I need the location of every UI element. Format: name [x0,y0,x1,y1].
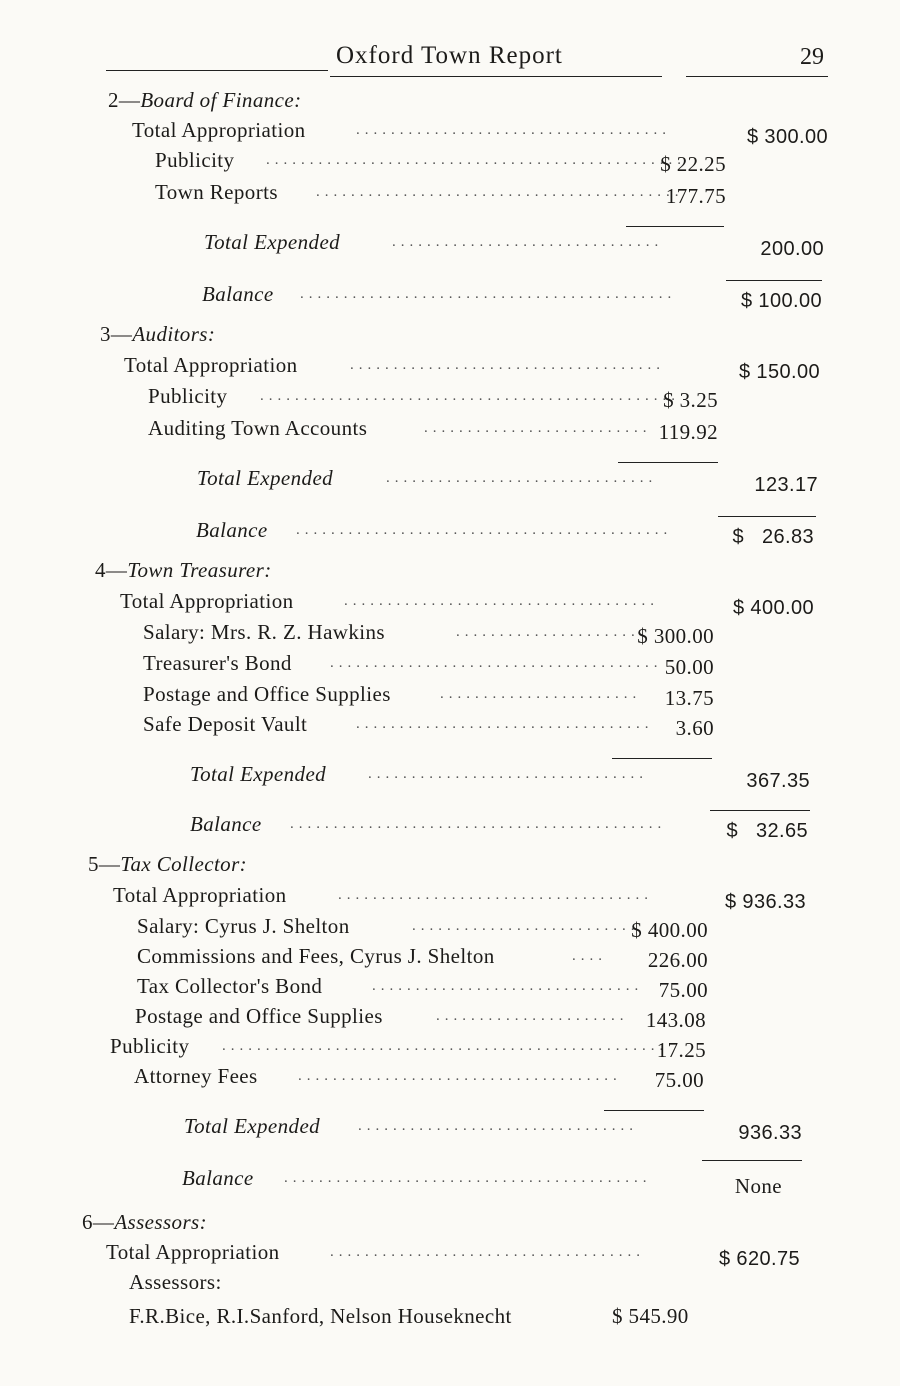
item-amount: $ 22.25 [660,152,726,176]
total-rule [726,280,822,281]
leader-dots: ...................... [436,1008,629,1024]
page-title: Oxford Town Report [336,42,563,69]
balance-row [0,812,900,842]
section-number: 4— [95,558,128,582]
section-heading [0,1210,900,1240]
section-title: Auditors: [132,322,216,346]
assessors-names: F.R.Bice, R.I.Sanford, Nelson Houseknecht [129,1304,512,1328]
balance-label: Balance [190,812,262,836]
subtotal-rule [612,758,712,759]
total-rule [718,516,816,517]
assessors-amount: $ 545.90 [612,1304,689,1328]
header-rule-left [106,70,328,71]
total-expended-label: Total Expended [184,1114,321,1138]
item-label: Publicity [110,1034,190,1058]
line-item [0,180,900,210]
total-rule [702,1160,802,1161]
leader-dots: ............................... [372,978,644,994]
appropriation-amount: $ 300.00 [746,126,828,148]
item-amount: 3.60 [675,716,714,740]
item-amount: 17.25 [656,1038,706,1062]
item-label: Salary: Mrs. R. Z. Hawkins [143,620,385,644]
item-amount: $ 3.25 [663,388,718,412]
leader-dots: ................................ [368,766,648,782]
appropriation-row [0,589,900,619]
appropriation-row [0,883,900,913]
item-amount: $ 400.00 [631,918,708,942]
line-item [0,148,900,178]
page-number: 29 [800,44,824,70]
line-item [0,1034,900,1064]
item-amount: 50.00 [664,655,714,679]
total-expended-row [0,466,900,496]
subtotal-rule [626,226,724,227]
item-amount: 13.75 [664,686,714,710]
line-item [0,944,900,974]
leader-dots: ...................................... [330,655,663,671]
leader-dots: ..................................... [298,1068,622,1084]
appropriation-label: Total Appropriation [113,883,287,907]
leader-dots: ................................................ [260,388,680,404]
section-number: 6— [82,1210,115,1234]
item-label: Treasurer's Bond [143,651,292,675]
line-item [0,1064,900,1094]
line-item [0,682,900,712]
balance-amount: $ 100.00 [740,290,822,312]
leader-dots: .................................. [356,716,654,732]
appropriation-row [0,118,900,148]
leader-dots: .......................... [424,420,652,436]
item-amount: 177.75 [665,184,726,208]
appropriation-label: Total Appropriation [124,353,298,377]
item-amount: 75.00 [654,1068,704,1092]
appropriation-row [0,1240,900,1270]
appropriation-label: Total Appropriation [120,589,294,613]
appropriation-amount: $ 620.75 [718,1248,800,1270]
leader-dots: .................................... [338,887,653,903]
leader-dots: .................................... [356,122,671,138]
line-item [0,651,900,681]
balance-row [0,1166,900,1196]
total-expended-row [0,230,900,260]
total-expended-amount: 123.17 [754,474,818,496]
item-amount: $ 300.00 [637,624,714,648]
line-item [0,974,900,1004]
leader-dots: ........................................... [290,816,667,832]
item-label: Postage and Office Supplies [135,1004,383,1028]
item-label: Salary: Cyrus J. Shelton [137,914,350,938]
item-label: Publicity [148,384,228,408]
section-number: 2— [108,88,141,112]
leader-dots: ................................................... [222,1038,669,1054]
section-heading [0,322,900,352]
appropriation-label: Total Appropriation [106,1240,280,1264]
leader-dots: ................................ [358,1118,638,1134]
appropriation-amount: $ 150.00 [738,361,820,383]
balance-amount: None [734,1174,782,1198]
leader-dots: .......................... [412,918,640,934]
leader-dots: .......................................... [284,1170,652,1186]
appropriation-amount: $ 400.00 [732,597,814,619]
line-item [0,384,900,414]
line-item [0,1004,900,1034]
leader-dots: .... [572,948,607,964]
leader-dots: .......................................... [316,184,684,200]
item-label: Town Reports [155,180,278,204]
item-label: Publicity [155,148,235,172]
item-label: Tax Collector's Bond [137,974,323,998]
leader-dots: ........................................... [296,522,673,538]
total-expended-amount: 367.35 [746,770,810,792]
balance-row [0,282,900,312]
total-expended-amount: 200.00 [760,238,824,260]
total-expended-row [0,1114,900,1144]
subtotal-rule [618,462,718,463]
item-amount: 226.00 [647,948,708,972]
leader-dots: ................................................ [266,152,686,168]
leader-dots: ............................... [386,470,658,486]
section-title: Board of Finance: [140,88,302,112]
section-number: 5— [88,852,121,876]
leader-dots: ....................... [440,686,642,702]
item-label: Attorney Fees [134,1064,258,1088]
line-item [0,620,900,650]
header-rule-middle [330,76,662,77]
section-heading [0,88,900,118]
line-item [0,416,900,446]
leader-dots: .................................... [350,357,665,373]
total-expended-row [0,762,900,792]
item-amount: 119.92 [658,420,718,444]
line-item [0,712,900,742]
leader-dots: ........................................... [300,286,677,302]
section-title: Tax Collector: [120,852,248,876]
total-expended-label: Total Expended [190,762,327,786]
total-expended-label: Total Expended [197,466,334,490]
leader-dots: .................................... [330,1244,645,1260]
section-heading [0,558,900,588]
total-rule [710,810,810,811]
balance-label: Balance [202,282,274,306]
leader-dots: ............................... [392,234,664,250]
balance-label: Balance [196,518,268,542]
section-heading [0,852,900,882]
sub-heading-row [0,1270,900,1300]
balance-row [0,518,900,548]
balance-label: Balance [182,1166,254,1190]
item-label: Auditing Town Accounts [148,416,368,440]
leader-dots: ..................... [456,624,640,640]
item-amount: 143.08 [645,1008,706,1032]
header-rule-right [686,76,828,77]
line-item [0,914,900,944]
section-title: Town Treasurer: [127,558,272,582]
item-label: Safe Deposit Vault [143,712,308,736]
balance-amount: $ 26.83 [732,526,814,548]
item-label: Postage and Office Supplies [143,682,391,706]
total-expended-amount: 936.33 [738,1122,802,1144]
item-label: Commissions and Fees, Cyrus J. Shelton [137,944,495,968]
leader-dots: .................................... [344,593,659,609]
section-number: 3— [100,322,133,346]
subtotal-rule [604,1110,704,1111]
section-title: Assessors: [114,1210,207,1234]
appropriation-label: Total Appropriation [132,118,306,142]
appropriation-row [0,353,900,383]
total-expended-label: Total Expended [204,230,341,254]
appropriation-amount: $ 936.33 [724,891,806,913]
balance-amount: $ 32.65 [726,820,808,842]
assessors-sub-label: Assessors: [129,1270,222,1294]
item-amount: 75.00 [658,978,708,1002]
